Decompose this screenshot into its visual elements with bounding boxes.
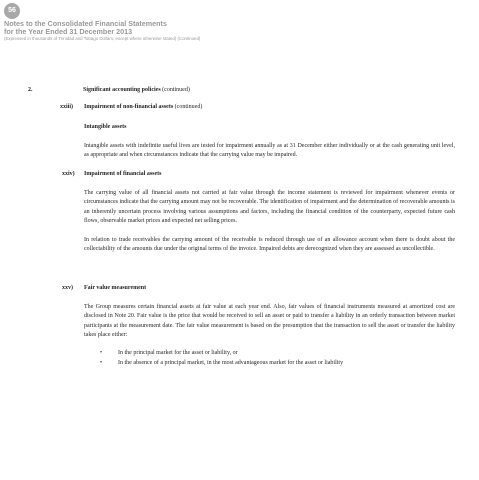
header-subtitle: (Expressed in thousands of Trinidad and Tobago Dollars, except where otherwise stated) (Continued)	[4, 36, 201, 42]
section-heading	[83, 86, 190, 95]
document-header	[4, 20, 200, 42]
bullet-icon: •	[100, 360, 103, 366]
section-number: 2.	[28, 87, 33, 93]
bullet-item: In the principal market for the asset or liability, or	[118, 350, 238, 356]
trade-receivables-paragraph: In relation to trade receivables the carrying amount of the receivable is reduced through use of an allowance account when there is doubt about the collectability of the amounts due under the original terms of the invoice. Impaired debts are derecognized when they are assessed as uncollectible.	[84, 237, 455, 253]
section-continued: (continued)	[162, 87, 190, 93]
section-title: Significant accounting policies	[83, 87, 161, 93]
header-title-line-2: for the Year Ended 31 December 2013	[4, 27, 133, 37]
subsection-xxiii-heading	[84, 103, 202, 112]
subsection-xxiv-numeral: xxiv)	[62, 171, 75, 177]
subsection-xxiii-numeral: xxiii)	[60, 104, 73, 110]
subsection-xxiv-title: Impairment of financial assets	[84, 171, 162, 177]
intangible-assets-paragraph: Intangible assets with indefinite useful lives are tested for impairment annually as at 31 December either individually or at the cash generating unit level, as appropriate and when circumstances indicate that the carrying value may be impaired.	[84, 143, 455, 159]
bullet-item: In the absence of a principal market, in the most advantageous market for the asset or liability	[118, 360, 344, 366]
subsection-xxiii-continued: (continued)	[174, 104, 203, 110]
subsection-xxv-numeral: xxv)	[62, 285, 73, 291]
page-number-badge: 56	[4, 3, 20, 19]
subsection-xxiii-title: Impairment of non-financial assets	[84, 104, 174, 110]
impairment-financial-assets-paragraph: The carrying value of all financial assets not carried at fair value through the income statement is reviewed for impairment whenever events or circumstances indicate that the carrying amount may not be recoverable. The identification of impairment and the determination of recoverable amounts is an inherently uncertain process involving various assumptions and factors, including the financial condition of the counterparty, expected future cash flows, observable market prices and expected net selling prices.	[84, 190, 455, 225]
fair-value-paragraph: The Group measures certain financial assets at fair value at each year end. Also, fair values of financial instruments measured at amortized cost are disclosed in Note 20. Fair value is the price that would be received to sell an asset or paid to transfer a liability in an orderly transaction between market participants at the measurement date. The fair value measurement is based on the presumption that the transaction to sell the asset or transfer the liability takes place either:	[84, 304, 455, 339]
subsection-xxv-title: Fair value measurement	[84, 285, 147, 291]
bullet-icon: •	[100, 350, 103, 356]
header-title-line-1: Notes to the Consolidated Financial Statements	[4, 19, 167, 28]
intangible-assets-heading: Intangible assets	[84, 124, 127, 130]
